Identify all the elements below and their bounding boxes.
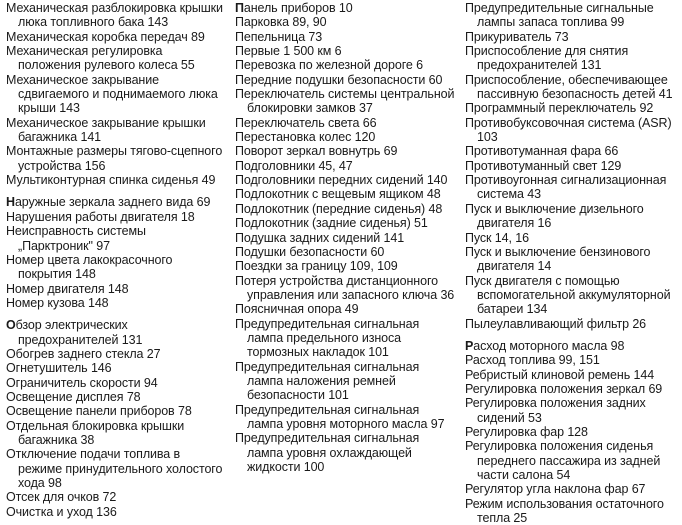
index-entry: Переключатель света 66 [235,115,377,130]
index-entry: Предупредительная сигнальная лампа уровня моторного масла 97 [235,402,445,431]
index-entry: Регулировка фар 128 [465,424,588,439]
index-entry: Механическое закрывание крышки багажника 141 [6,115,206,145]
index-entry: Потеря устройства дистанционного управления или запасного ключа 36 [235,273,455,302]
index-entry: Подлокотник (передние сиденья) 48 [235,201,443,216]
index-entry: Противобуксовочная система (ASR) 103 [465,115,672,145]
index-entry: Пуск и выключение дизельного двигателя 16 [465,201,644,231]
index-column-3 [465,1,679,525]
index-entry: Механическая регулировка положения рулевого колеса 55 [6,44,195,73]
index-entry [465,339,679,353]
index-entry: Огнетушитель 146 [6,361,112,376]
index-entry: Подушка задних сидений 141 [235,230,405,245]
index-entry: Предупредительная сигнальная лампа предельного износа тормозных накладок 101 [235,316,420,360]
index-entry: Нарушения работы двигателя 18 [6,209,195,224]
index-entry: Освещение панели приборов 78 [6,404,192,419]
index-entry: Номер цвета лакокрасочного покрытия 148 [6,252,173,282]
index-entry: Пепельница 73 [235,29,323,44]
index-entry: Передние подушки безопасности 60 [235,72,443,87]
index-entry: Предупредительная сигнальная лампа наложения ремней безопасности 101 [235,359,420,403]
index-entry: Подголовники передних сидений 140 [235,173,448,188]
index-entry: Механическая коробка передач 89 [6,29,205,44]
index-entry: Противотуманная фара 66 [465,144,619,159]
index-entry: Отсек для очков 72 [6,490,117,505]
index-entry-text: аружные зеркала заднего вида 69 [14,195,211,210]
index-entry: Программный переключатель 92 [465,101,654,116]
index-entry: Противоугонная сигнализационная система 43 [465,173,667,202]
index-entry [235,1,457,15]
index-entry: Противотуманный свет 129 [465,158,622,173]
index-entry: Режим использования остаточного тепла 25 [465,496,664,525]
index-entry: Ограничитель скорости 94 [6,375,158,390]
index-entry: Отключение подачи топлива в режиме принудительного холостого хода 98 [6,447,223,490]
index-entry: Поясничная опора 49 [235,302,359,317]
index-column-1 [6,1,224,519]
index-entry: Регулировка положения сиденья переднего пассажира из задней части салона 54 [465,439,661,482]
index-entry: Неисправность системы „Парктроник" 97 [6,224,146,253]
index-entry: Предупредительные сигнальные лампы запаса топлива 99 [465,1,654,30]
section-initial-letter: Р [465,338,474,353]
index-entry: Пуск двигателя с помощью вспомогательной аккумуляторной батареи 134 [465,273,671,317]
index-entry: Пылеулавливающий фильтр 26 [465,316,647,331]
index-entry: Поворот зеркал вовнутрь 69 [235,144,398,159]
section-gap [465,331,679,339]
index-entry: Механическое закрывание сдвигаемого и поднимаемого люка крыши 143 [6,72,218,116]
index-column-2 [235,1,457,474]
index-entry-text: асход моторного масла 98 [473,338,625,353]
index-entry: Регулятор угла наклона фар 67 [465,482,646,497]
index-entry: Парковка 89, 90 [235,15,327,30]
index-entry: Регулировка положения задних сидений 53 [465,396,646,425]
index-entry [6,318,224,347]
index-entry: Отдельная блокировка крышки багажника 38 [6,418,185,447]
index-entry: Подлокотник с вещевым ящиком 48 [235,187,441,202]
index-entry: Перестановка колес 120 [235,130,376,145]
index-entry-text: анель приборов 10 [243,1,353,15]
section-initial-letter: О [6,318,16,333]
index-entry: Регулировка положения зеркал 69 [465,381,663,396]
index-entry: Номер кузова 148 [6,295,109,310]
index-entry: Пуск и выключение бензинового двигателя 14 [465,244,651,274]
index-entry: Предупредительная сигнальная лампа уровня охлаждающей жидкости 100 [235,431,420,474]
index-entry: Поездки за границу 109, 109 [235,259,398,274]
index-entry: Номер двигателя 148 [6,281,129,296]
section-initial-letter: Н [6,195,15,210]
section-gap [6,310,224,318]
index-entry: Очистка и уход 136 [6,504,117,519]
index-entry [6,195,224,209]
index-entry: Расход топлива 99, 151 [465,353,600,368]
index-entry: Монтажные размеры тягово-сцепного устройства 156 [6,144,223,173]
index-entry: Первые 1 500 км 6 [235,44,342,59]
index-entry-text: бзор электрических предохранителей 131 [15,318,143,347]
index-entry: Приспособление для снятия предохранителей 131 [465,44,629,73]
index-entry: Подголовники 45, 47 [235,158,353,173]
index-entry: Подлокотник (задние сиденья) 51 [235,216,428,231]
index-entry: Приспособление, обеспечивающее пассивную безопасность детей 41 [465,72,673,102]
index-entry: Переключатель системы центральной блокировки замков 37 [235,87,455,116]
index-entry: Подушки безопасности 60 [235,244,385,259]
section-initial-letter: П [235,1,244,15]
index-entry: Прикуриватель 73 [465,29,569,44]
index-entry: Освещение дисплея 78 [6,389,141,404]
section-gap [6,187,224,195]
index-entry: Пуск 14, 16 [465,230,529,245]
index-entry: Перевозка по железной дороге 6 [235,58,423,73]
index-entry: Механическая разблокировка крышки люка топливного бака 143 [6,1,223,30]
index-entry: Ребристый клиновой ремень 144 [465,367,655,382]
index-entry: Обогрев заднего стекла 27 [6,346,161,361]
index-entry: Мультиконтурная спинка сиденья 49 [6,173,216,188]
